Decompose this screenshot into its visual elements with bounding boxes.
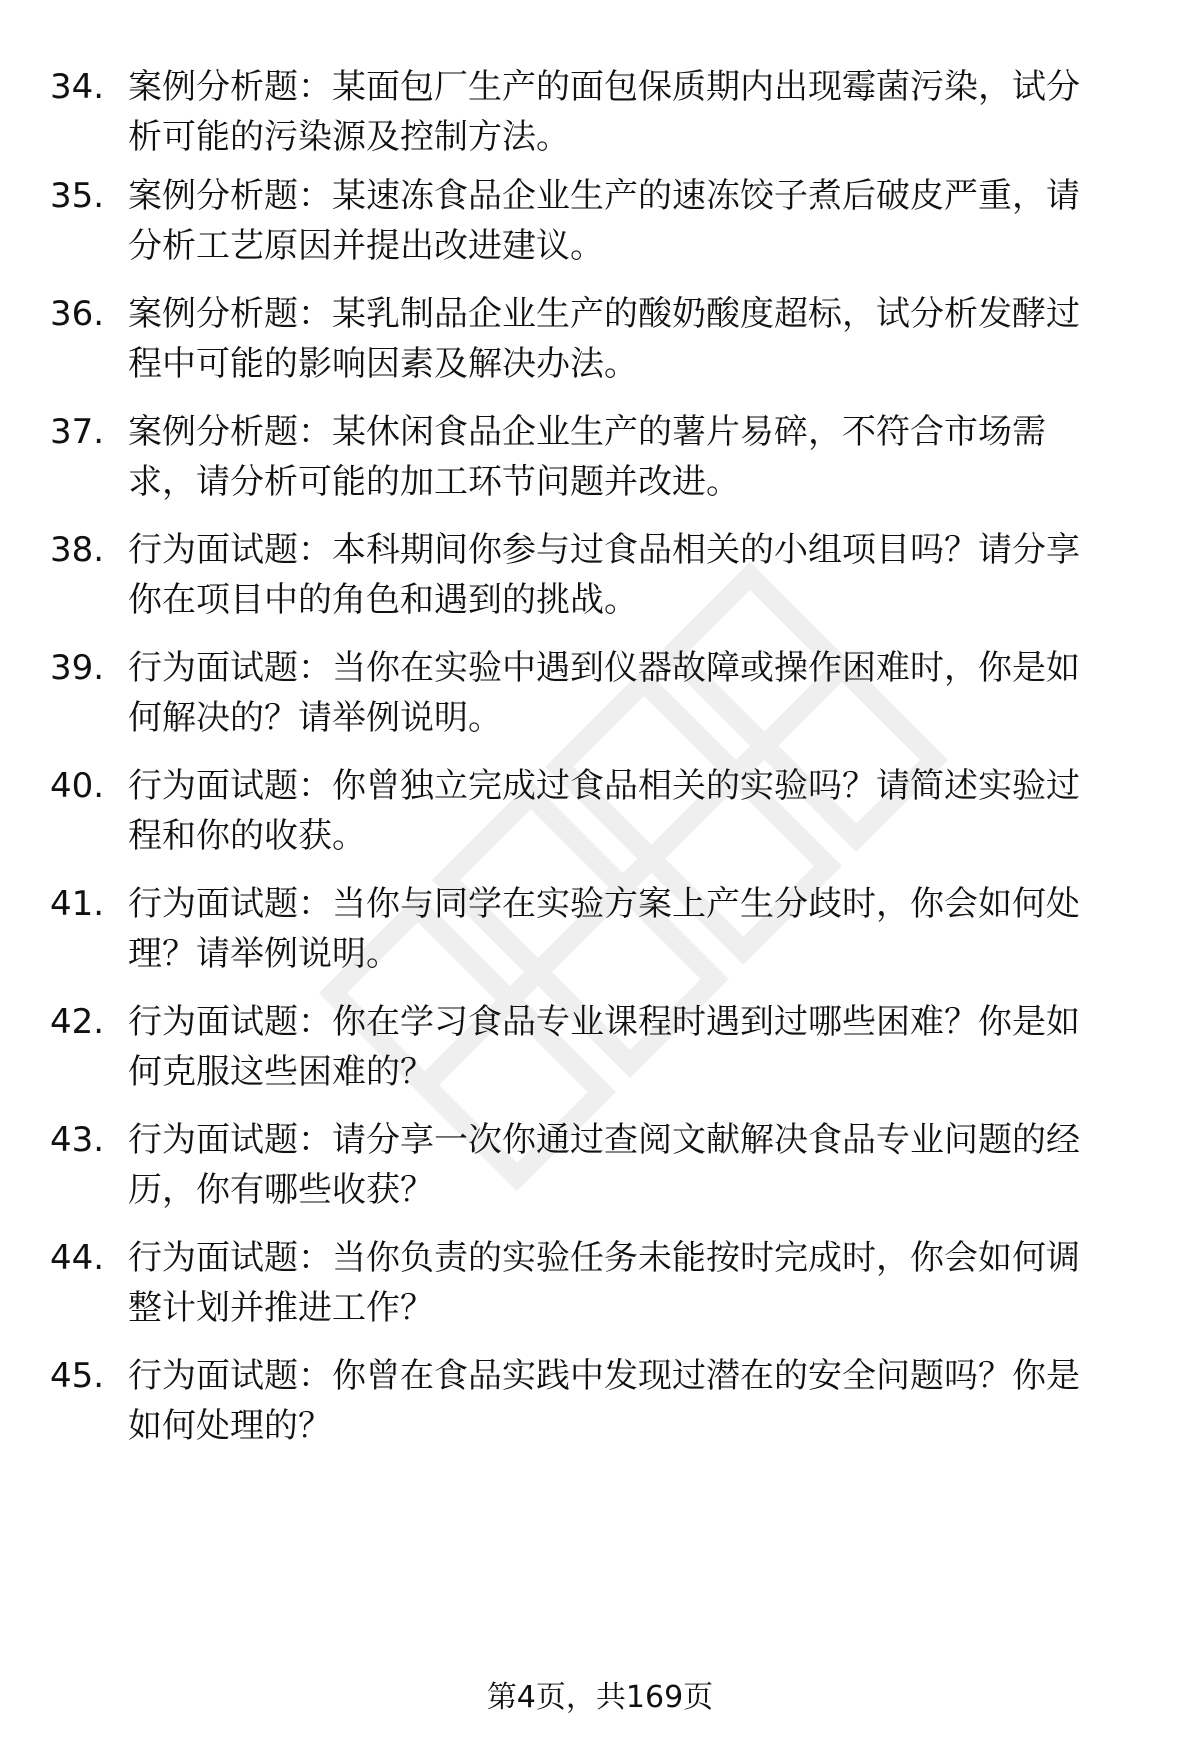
question-text-line: 案例分析题：某面包厂生产的面包保质期内出现霉菌污染，试分: [128, 67, 1080, 107]
question-text-line: 案例分析题：某休闲食品企业生产的薯片易碎，不符合市场需: [128, 412, 1046, 452]
question-number: 37.: [50, 412, 105, 452]
question-text-line: 析可能的污染源及控制方法。: [128, 117, 570, 157]
question-text-line: 历，你有哪些收获？: [128, 1170, 434, 1210]
question-number: 43.: [50, 1120, 105, 1160]
question-number: 44.: [50, 1238, 105, 1278]
question-item: [0, 1352, 1200, 1462]
question-text-line: 行为面试题：当你负责的实验任务未能按时完成时，你会如何调: [128, 1238, 1080, 1278]
question-number: 45.: [50, 1356, 105, 1396]
question-text-line: 何解决的？请举例说明。: [128, 698, 502, 738]
question-item: [0, 998, 1200, 1108]
question-item: [0, 172, 1200, 282]
question-text-line: 程中可能的影响因素及解决办法。: [128, 344, 638, 384]
question-text-line: 案例分析题：某速冻食品企业生产的速冻饺子煮后破皮严重，请: [128, 176, 1080, 216]
question-item: [0, 408, 1200, 518]
question-text-line: 程和你的收获。: [128, 816, 366, 856]
question-text-line: 理？请举例说明。: [128, 934, 400, 974]
question-text-line: 求，请分析可能的加工环节问题并改进。: [128, 462, 740, 502]
question-item: [0, 880, 1200, 990]
question-number: 35.: [50, 176, 105, 216]
question-number: 34.: [50, 67, 105, 107]
question-text-line: 分析工艺原因并提出改进建议。: [128, 226, 604, 266]
question-item: [0, 290, 1200, 400]
question-item: [0, 526, 1200, 636]
question-text-line: 行为面试题：你曾在食品实践中发现过潜在的安全问题吗？你是: [128, 1356, 1080, 1396]
question-text-line: 整计划并推进工作？: [128, 1288, 434, 1328]
question-item: [0, 63, 1200, 173]
question-text-line: 何克服这些困难的？: [128, 1052, 434, 1092]
question-text-line: 你在项目中的角色和遇到的挑战。: [128, 580, 638, 620]
question-number: 39.: [50, 648, 105, 688]
question-text-line: 行为面试题：本科期间你参与过食品相关的小组项目吗？请分享: [128, 530, 1080, 570]
question-text-line: 行为面试题：你曾独立完成过食品相关的实验吗？请简述实验过: [128, 766, 1080, 806]
question-item: [0, 644, 1200, 754]
question-item: [0, 1234, 1200, 1344]
question-item: [0, 762, 1200, 872]
page-indicator: 第4页，共169页: [486, 1680, 714, 1715]
question-number: 40.: [50, 766, 105, 806]
question-number: 38.: [50, 530, 105, 570]
question-text-line: 行为面试题：你在学习食品专业课程时遇到过哪些困难？你是如: [128, 1002, 1080, 1042]
question-text-line: 行为面试题：请分享一次你通过查阅文献解决食品专业问题的经: [128, 1120, 1080, 1160]
question-number: 42.: [50, 1002, 105, 1042]
question-text-line: 如何处理的？: [128, 1406, 332, 1446]
question-number: 36.: [50, 294, 105, 334]
question-text-line: 行为面试题：当你与同学在实验方案上产生分歧时，你会如何处: [128, 884, 1080, 924]
question-item: [0, 1116, 1200, 1226]
question-number: 41.: [50, 884, 105, 924]
question-text-line: 案例分析题：某乳制品企业生产的酸奶酸度超标，试分析发酵过: [128, 294, 1080, 334]
question-text-line: 行为面试题：当你在实验中遇到仪器故障或操作困难时，你是如: [128, 648, 1080, 688]
